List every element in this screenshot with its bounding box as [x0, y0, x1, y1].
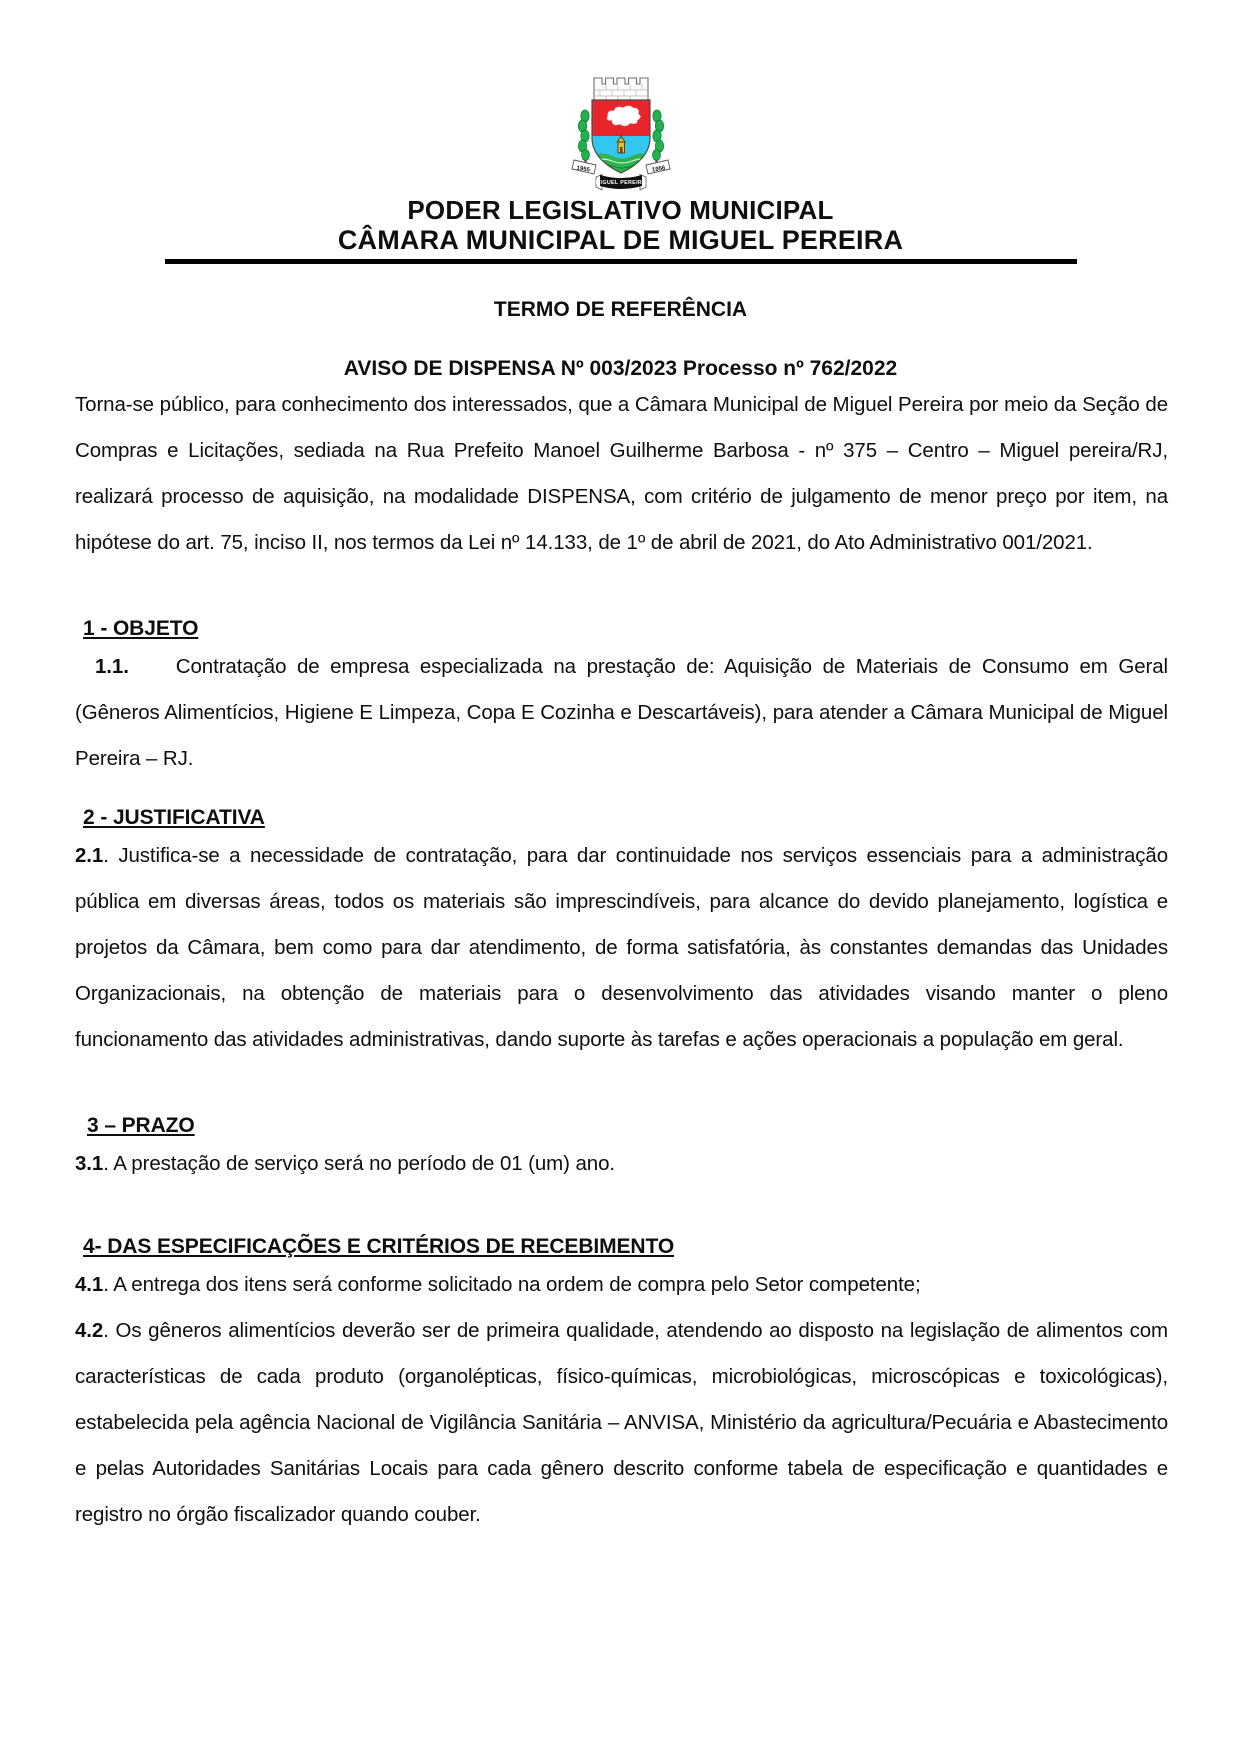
- org-name-line1: PODER LEGISLATIVO MUNICIPAL: [407, 195, 834, 225]
- municipal-coat-of-arms-icon: [569, 74, 673, 192]
- section-heading-prazo: 3 – PRAZO: [87, 1114, 195, 1137]
- section-heading-objeto: 1 - OBJETO: [83, 617, 199, 640]
- year-right-label: 1956: [651, 165, 666, 174]
- section-heading-justificativa: 2 - JUSTIFICATIVA: [83, 806, 265, 829]
- section-item-2-1: [75, 833, 1168, 1063]
- header-crest-wrap: [0, 0, 1241, 192]
- section-item-1-1: [75, 644, 1168, 782]
- section-item-4-1: [75, 1262, 1168, 1308]
- ribbon-banner: [595, 175, 646, 191]
- section-heading-especificacoes: 4- DAS ESPECIFICAÇÕES E CRITÉRIOS DE RECEBIMENTO: [83, 1235, 675, 1258]
- item-number: 4.2: [75, 1319, 104, 1342]
- item-number: 2.1: [75, 844, 104, 867]
- document-title: TERMO DE REFERÊNCIA: [493, 298, 748, 321]
- section-item-4-2: [75, 1308, 1168, 1538]
- mural-crown-icon: [594, 78, 648, 102]
- item-text: Contratação de empresa especializada na prestação de: Aquisição de Materiais de Consumo em Geral (Gêneros Alimentícios, Higiene E Limpeza, Copa E Cozinha e Descartáveis), para atender a Câmara Municipal de Miguel Pereira – RJ.: [75, 655, 1168, 770]
- document-subtitle: AVISO DE DISPENSA Nº 003/2023 Processo nº 762/2022: [343, 357, 898, 380]
- banner-label: MIGUEL PEREIRA: [595, 180, 646, 186]
- document-body: [0, 382, 1241, 1538]
- intro-paragraph: Torna-se público, para conhecimento dos interessados, que a Câmara Municipal de Miguel Pereira por meio da Seção de Compras e Licitações, sediada na Rua Prefeito Manoel Guilherme Barbosa - nº 375 – Centro – Miguel pereira/RJ, realizará processo de aquisição, na modalidade DISPENSA, com critério de julgamento de menor preço por item, na hipótese do art. 75, inciso II, nos termos da Lei nº 14.133, de 1º de abril de 2021, do Ato Administrativo 001/2021.: [75, 393, 1168, 554]
- org-name-line2: CÂMARA MUNICIPAL DE MIGUEL PEREIRA: [337, 225, 904, 255]
- laurel-branch-right-icon: [652, 110, 663, 164]
- ribbon-year-right: [646, 160, 670, 174]
- ribbon-year-left: [572, 160, 596, 174]
- section-item-3-1: [75, 1141, 1168, 1187]
- header-divider: [165, 259, 1077, 264]
- year-left-label: 1955: [575, 165, 590, 174]
- item-number: 3.1: [75, 1152, 104, 1175]
- item-number: 4.1: [75, 1273, 104, 1296]
- item-text: . A entrega dos itens será conforme solicitado na ordem de compra pelo Setor competente;: [103, 1273, 921, 1296]
- shield-icon: [592, 100, 650, 174]
- item-text: . Justifica-se a necessidade de contratação, para dar continuidade nos serviços essenciais para a administração pública em diversas áreas, todos os materiais são imprescindíveis, para alcance do devido planejamento, logística e projetos da Câmara, bem como para dar atendimento, de forma satisfatória, às constantes demandas das Unidades Organizacionais, na obtenção de materiais para o desenvolvimento das atividades visando manter o pleno funcionamento das atividades administrativas, dando suporte às tarefas e ações operacionais a população em geral.: [75, 844, 1168, 1051]
- laurel-branch-left-icon: [578, 110, 589, 164]
- item-number: 1.1.: [95, 655, 129, 678]
- item-text: . Os gêneros alimentícios deverão ser de primeira qualidade, atendendo ao disposto na legislação de alimentos com características de cada produto (organolépticas, físico-químicas, microbiológicas, microscópicas e toxicológicas), estabelecida pela agência Nacional de Vigilância Sanitária – ANVISA, Ministério da agricultura/Pecuária e Abastecimento e pelas Autoridades Sanitárias Locais para cada gênero descrito conforme tabela de especificação e quantidades e registro no órgão fiscalizador quando couber.: [75, 1319, 1168, 1526]
- item-text: . A prestação de serviço será no período de 01 (um) ano.: [103, 1152, 615, 1175]
